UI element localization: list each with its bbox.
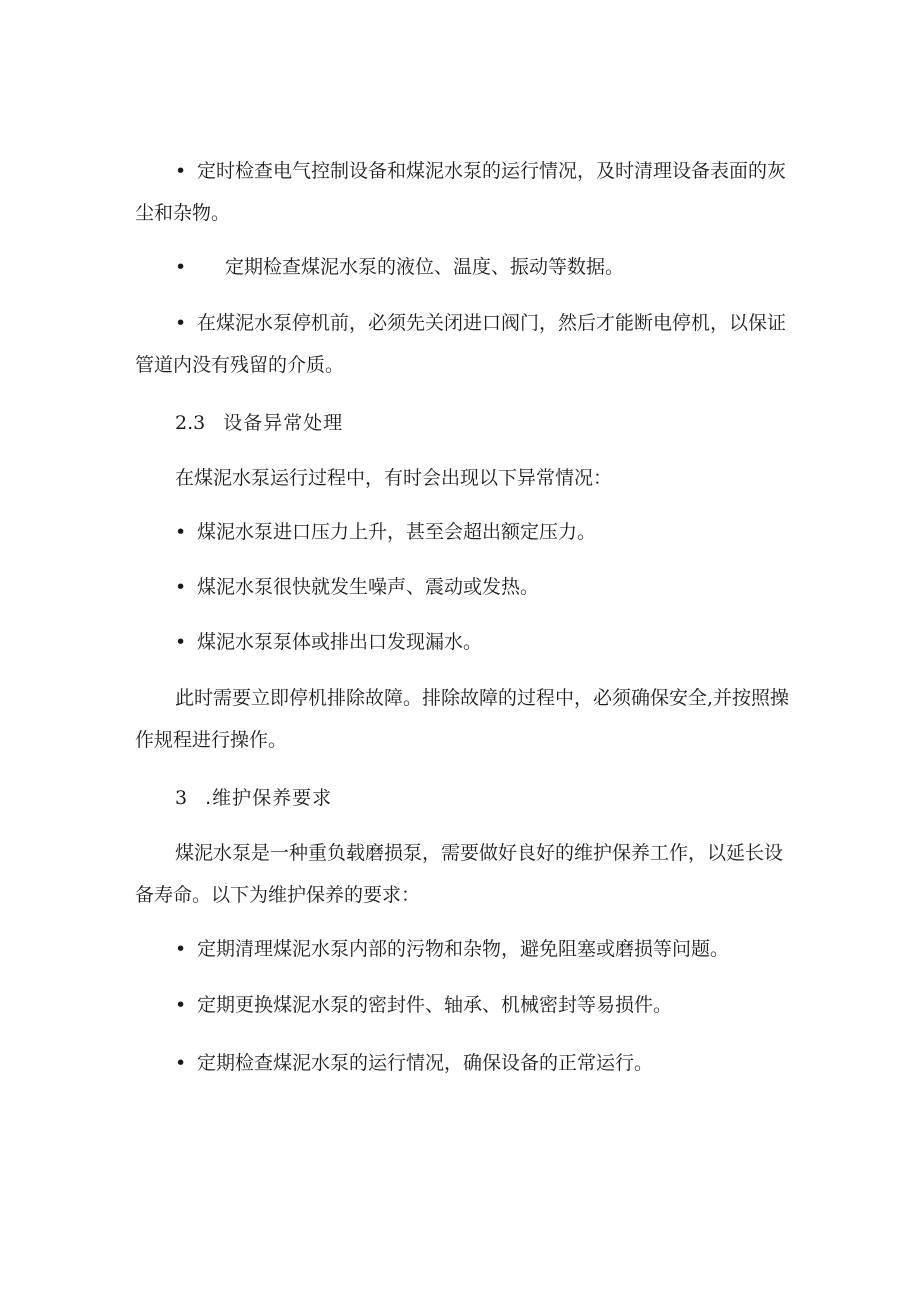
bullet: • [175, 312, 187, 334]
bullet: • [175, 576, 187, 598]
section-title: 设备异常处理 [223, 412, 344, 434]
section-heading [175, 777, 332, 819]
paragraph: 煤泥水泵是一种重负载磨损泵，需要做好良好的维护保养工作，以延长设备寿命。以下为维护保养的要求： [135, 842, 784, 906]
list-item: • 煤泥水泵很快就发生噪声、震动或发热。 [135, 566, 795, 608]
section-number: 2.3 [175, 412, 206, 434]
section-title: .维护保养要求 [205, 787, 333, 809]
paragraph: 在煤泥水泵运行过程中，有时会出现以下异常情况： [175, 467, 613, 489]
bullet: • [175, 1052, 187, 1074]
list-item: • 煤泥水泵泵体或排出口发现漏水。 [135, 621, 795, 663]
bullet: • [175, 521, 187, 543]
bullet: • [175, 631, 187, 653]
list-item: • 定期更换煤泥水泵的密封件、轴承、机械密封等易损件。 [135, 984, 795, 1026]
bullet: • [175, 256, 187, 278]
bullet: • [175, 994, 187, 1016]
list-item: • 在煤泥水泵停机前，必须先关闭进口阀门，然后才能断电停机，以保证管道内没有残留的介质。 [135, 302, 795, 386]
list-item: • 定期清理煤泥水泵内部的污物和杂物，避免阻塞或磨损等问题。 [135, 928, 795, 970]
paragraph: 此时需要立即停机排除故障。排除故障的过程中，必须确保安全,并按照操作规程进行操作。 [135, 687, 790, 751]
list-item: • 定时检查电气控制设备和煤泥水泵的运行情况，及时清理设备表面的灰尘和杂物。 [135, 150, 795, 234]
list-item: • 定期检查煤泥水泵的运行情况，确保设备的正常运行。 [135, 1042, 795, 1084]
bullet: • [175, 938, 187, 960]
section-heading [175, 402, 343, 444]
list-item: • 煤泥水泵进口压力上升，甚至会超出额定压力。 [135, 511, 795, 553]
section-number: 3 [175, 787, 188, 809]
list-item: • 定期检查煤泥水泵的液位、温度、振动等数据。 [135, 246, 795, 288]
bullet: • [175, 160, 187, 182]
